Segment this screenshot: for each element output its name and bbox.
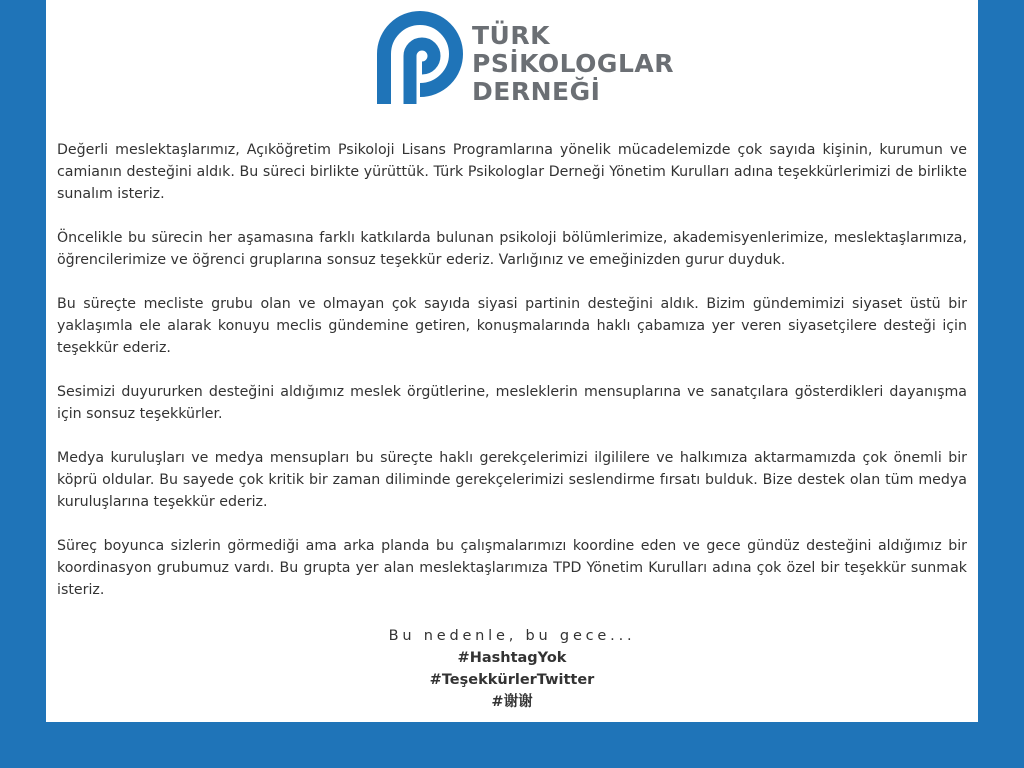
logo-line-1: TÜRK bbox=[472, 21, 550, 50]
hashtag: #HashtagYok bbox=[457, 650, 567, 666]
letter-body bbox=[57, 139, 967, 623]
logo-line-3: DERNEĞİ bbox=[472, 77, 601, 106]
hashtag: #谢谢 bbox=[491, 694, 533, 710]
paragraph: Süreç boyunca sizlerin görmediği ama arka planda bu çalışmalarımızı koordine eden ve gece gündüz desteğini aldığımız bir koordinasyon grubumuz vardı. Bu grupta yer alan meslektaşlarımıza TPD Yönetim Kurulları adına çok özel bir teşekkür sunmak isteriz. bbox=[57, 538, 967, 598]
paragraph: Bu süreçte mecliste grubu olan ve olmayan çok sayıda siyasi partinin desteğini aldık. Bizim gündemimizi siyaset üstü bir yaklaşımla ele alarak konuyu meclis gündemine getiren, konuşmalarında haklı çabamıza yer veren siyasetçilere desteği için teşekkür ederiz. bbox=[57, 296, 967, 356]
closing-block bbox=[46, 625, 978, 713]
logo-line-2: PSİKOLOGLAR bbox=[472, 49, 674, 78]
tpd-logo bbox=[366, 8, 674, 112]
logo-wordmark bbox=[472, 22, 674, 106]
paragraph: Değerli meslektaşlarımız, Açıköğretim Psikoloji Lisans Programlarına yönelik mücadelemizde çok sayıda kişinin, kurumun ve camianın desteğini aldık. Bu süreci birlikte yürüttük. Türk Psikologlar Derneği Yönetim Kurulları adına teşekkürlerimizi de birlikte sunalım isteriz. bbox=[57, 142, 967, 202]
paragraph: Sesimizi duyururken desteğini aldığımız meslek örgütlerine, mesleklerin mensuplarına ve sanatçılara gösterdikleri dayanışma için sonsuz teşekkürler. bbox=[57, 384, 967, 422]
paragraph: Medya kuruluşları ve medya mensupları bu süreçte haklı gerekçelerimizi ilgililere ve halkımıza aktarmamızda çok önemli bir köprü oldular. Bu sayede çok kritik bir zaman diliminde gerekçelerimizi seslendirme fırsatı bulduk. Bize destek olan tüm medya kuruluşlarına teşekkür ederiz. bbox=[57, 450, 967, 510]
closing-line: Bu nedenle, bu gece... bbox=[388, 628, 636, 644]
tpd-p-logo-icon bbox=[366, 8, 470, 112]
paragraph: Öncelikle bu sürecin her aşamasına farklı katkılarda bulunan psikoloji bölümlerimize, akademisyenlerimize, meslektaşlarımıza, öğrencilerimize ve öğrenci gruplarına sonsuz teşekkür ederiz. Varlığınız ve emeğinizden gurur duyduk. bbox=[57, 230, 967, 268]
letter-page bbox=[46, 0, 978, 722]
hashtag: #TeşekkürlerTwitter bbox=[429, 672, 595, 688]
